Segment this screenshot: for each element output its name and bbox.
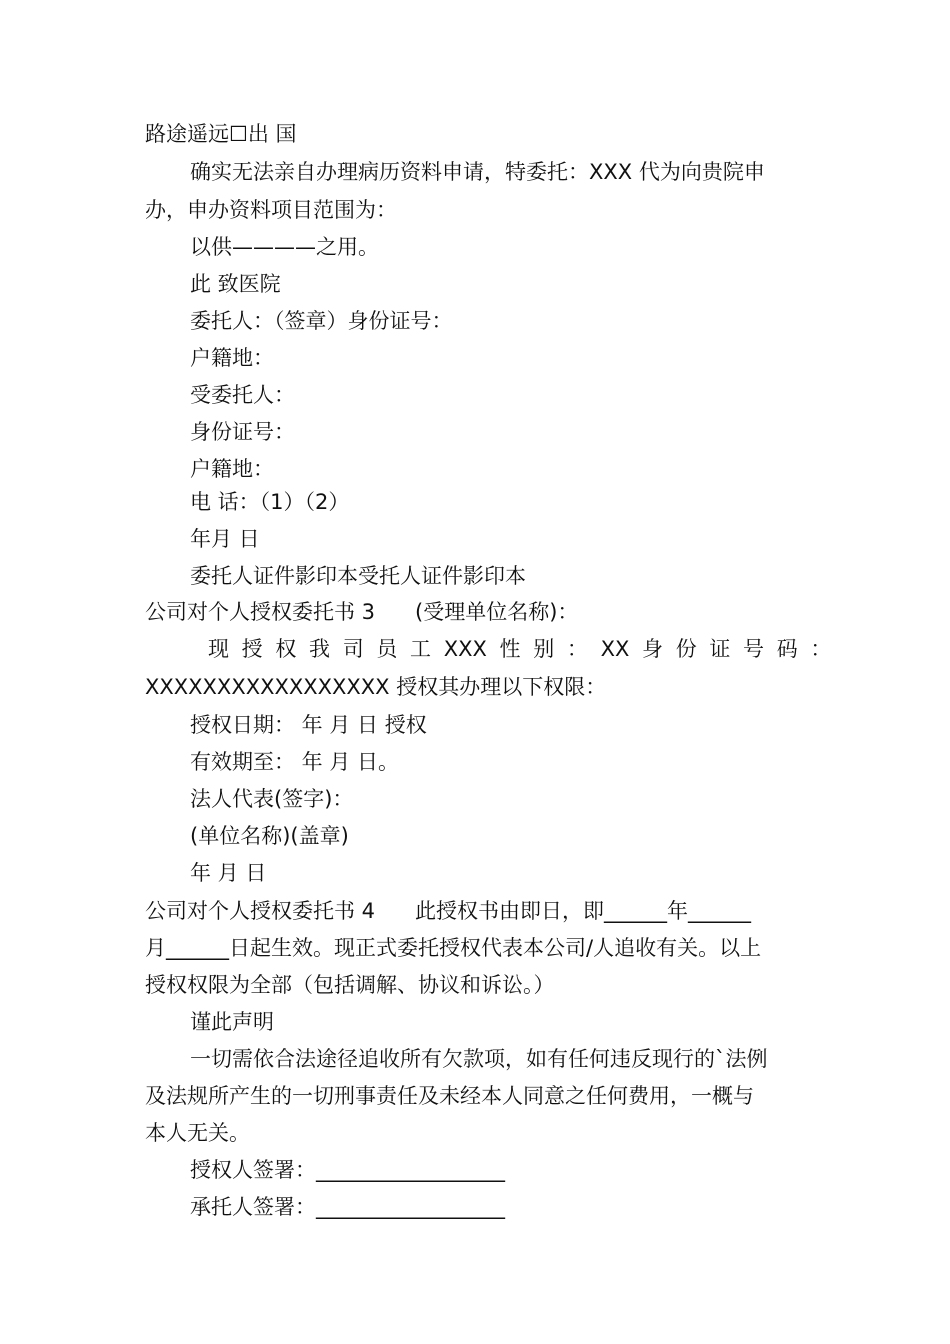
paragraph-line: 授权日期： 年 月 日 授权 [190, 713, 427, 737]
paragraph-line: 授权权限为全部（包括调解、协议和诉讼。） [145, 973, 555, 997]
paragraph-line: 本人无关。 [145, 1121, 250, 1145]
paragraph-line: (单位名称)(盖章) [190, 824, 349, 848]
paragraph-line: 现 授 权 我 司 员 工 XXX 性 别 ： XX 身 份 证 号 码 ： [208, 637, 832, 661]
paragraph-line: 委托人证件影印本受托人证件影印本 [190, 564, 526, 588]
paragraph-line: 谨此声明 [190, 1010, 274, 1034]
signature-line: 授权人签署：__________________ [190, 1158, 505, 1182]
paragraph-line: 法人代表(签字)： [190, 787, 354, 811]
paragraph-line: 确实无法亲自办理病历资料申请，特委托：XXX 代为向贵院申 [190, 160, 765, 184]
paragraph-line: 路途遥远☐出 国 [145, 122, 297, 146]
paragraph-line: 身份证号： [190, 420, 295, 444]
paragraph-line: 年 月 日 [190, 861, 267, 885]
paragraph-line: 户籍地： [190, 457, 274, 481]
heading-line [145, 897, 810, 925]
paragraph-line: 此 致医院 [190, 272, 281, 296]
paragraph-line: XXXXXXXXXXXXXXXXX 授权其办理以下权限： [145, 675, 607, 699]
section-title: 公司对个人授权委托书 3 [145, 600, 376, 624]
paragraph-line: 委托人：（签章）身份证号： [190, 309, 453, 333]
paragraph-line: 有效期至： 年 月 日。 [190, 750, 400, 774]
paragraph-line: 电 话：（1）（2） [190, 490, 350, 514]
paragraph-line: 一切需依合法途径追收所有欠款项，如有任何违反现行的`法例 [190, 1047, 768, 1071]
signature-line: 承托人签署：__________________ [190, 1195, 505, 1219]
paragraph-line: 月______日起生效。现正式委托授权代表本公司/人追收有关。以上 [145, 936, 762, 960]
section-title: 公司对个人授权委托书 4 [145, 899, 376, 923]
paragraph-line: 办，申办资料项目范围为： [145, 198, 397, 222]
paragraph-line: 年月 日 [190, 527, 260, 551]
heading-line [145, 598, 810, 626]
paragraph-line: 及法规所产生的一切刑事责任及未经本人同意之任何费用，一概与 [145, 1084, 754, 1108]
paragraph-line: 户籍地： [190, 346, 274, 370]
paragraph-start: 此授权书由即日，即______年______ [415, 899, 752, 923]
paragraph-line: 受委托人： [190, 383, 295, 407]
addressee-line: (受理单位名称)： [415, 600, 579, 624]
paragraph-line: 以供————之用。 [190, 235, 379, 259]
